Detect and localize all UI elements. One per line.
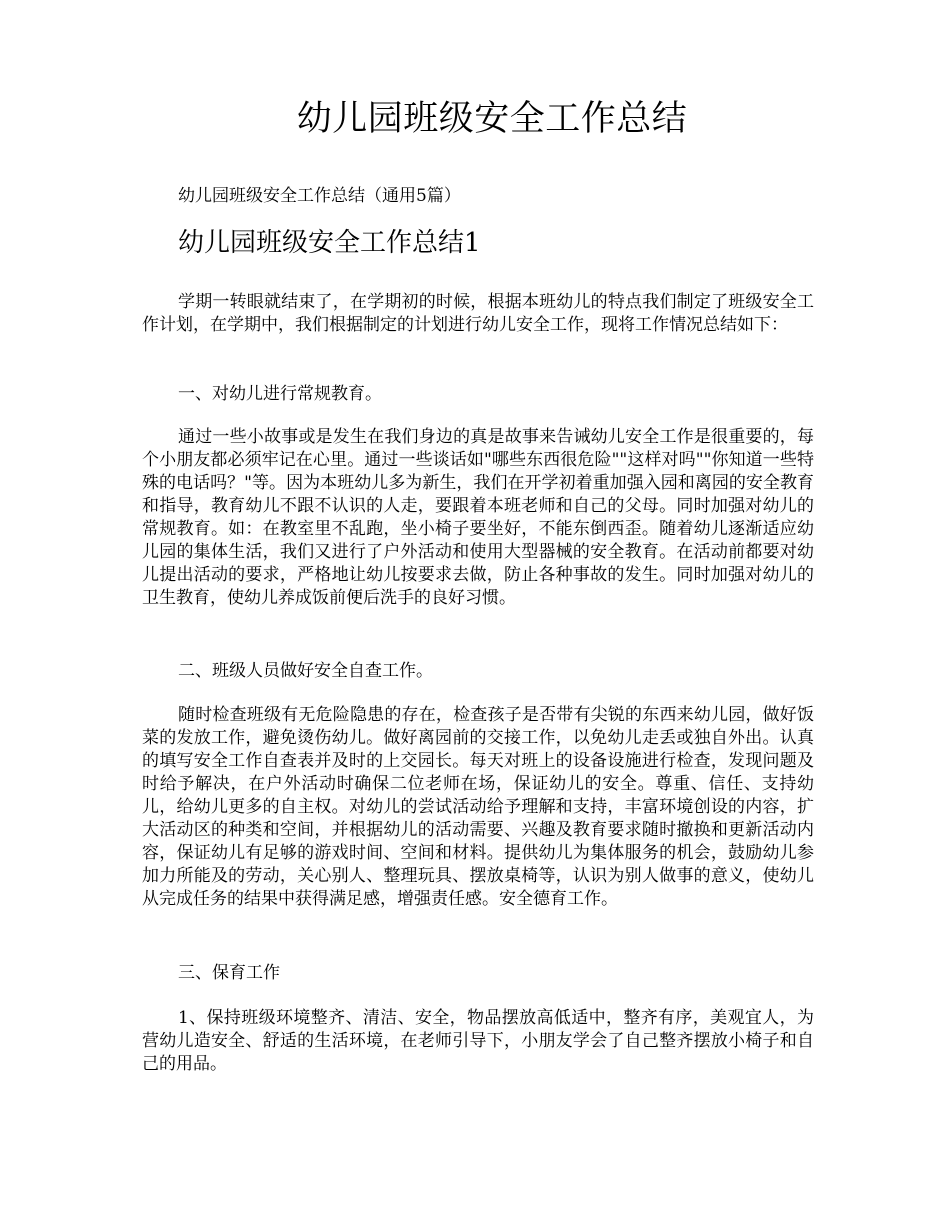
document-subtitle: 幼儿园班级安全工作总结（通用5篇） xyxy=(178,186,461,206)
body-paragraph-1: 通过一些小故事或是发生在我们身边的真是故事来告诫幼儿安全工作是很重要的，每个小朋友都必须牢记在心里。通过一些谈话如"哪些东西很危险""这样对吗""你知道一些特殊的电话吗？"等。因为本班幼儿多为新生，我们在开学初着重加强入园和离园的安全教育和指导，教育幼儿不跟不认识的人走，要跟着本班老师和自己的父母。同时加强对幼儿的常规教育。如：在教室里不乱跑，坐小椅子要坐好，不能东倒西歪。随着幼儿逐渐适应幼儿园的集体生活，我们又进行了户外活动和使用大型器械的安全教育。在活动前都要对幼儿提出活动的要求，严格地让幼儿按要求去做，防止各种事故的发生。同时加强对幼儿的卫生教育，使幼儿养成饭前便后洗手的良好习惯。 xyxy=(142,427,814,608)
intro-paragraph: 学期一转眼就结束了，在学期初的时候，根据本班幼儿的特点我们制定了班级安全工作计划，在学期中，我们根据制定的计划进行幼儿安全工作，现将工作情况总结如下： xyxy=(142,292,814,335)
section-heading: 幼儿园班级安全工作总结1 xyxy=(178,228,481,258)
subheading-1: 一、对幼儿进行常规教育。 xyxy=(178,384,382,404)
subheading-3: 三、保育工作 xyxy=(178,963,280,983)
body-paragraph-2: 随时检查班级有无危险隐患的存在，检查孩子是否带有尖锐的东西来幼儿园，做好饭菜的发放工作，避免烫伤幼儿。做好离园前的交接工作，以免幼儿走丢或独自外出。认真的填写安全工作自查表并及时的上交园长。每天对班上的设备设施进行检查，发现问题及时给予解决，在户外活动时确保二位老师在场，保证幼儿的安全。尊重、信任、支持幼儿，给幼儿更多的自主权。对幼儿的尝试活动给予理解和支持，丰富环境创设的内容，扩大活动区的种类和空间，并根据幼儿的活动需要、兴趣及教育要求随时撤换和更新活动内容，保证幼儿有足够的游戏时间、空间和材料。提供幼儿为集体服务的机会，鼓励幼儿参加力所能及的劳动，关心别人、整理玩具、摆放桌椅等，认识为别人做事的意义，使幼儿从完成任务的结果中获得满足感，增强责任感。安全德育工作。 xyxy=(142,705,814,909)
body-paragraph-3: 1、保持班级环境整齐、清洁、安全，物品摆放高低适中，整齐有序，美观宜人，为营幼儿造安全、舒适的生活环境，在老师引导下，小朋友学会了自己整齐摆放小椅子和自己的用品。 xyxy=(142,1008,814,1074)
document-title: 幼儿园班级安全工作总结 xyxy=(296,99,688,139)
subheading-2: 二、班级人员做好安全自查工作。 xyxy=(178,661,433,681)
